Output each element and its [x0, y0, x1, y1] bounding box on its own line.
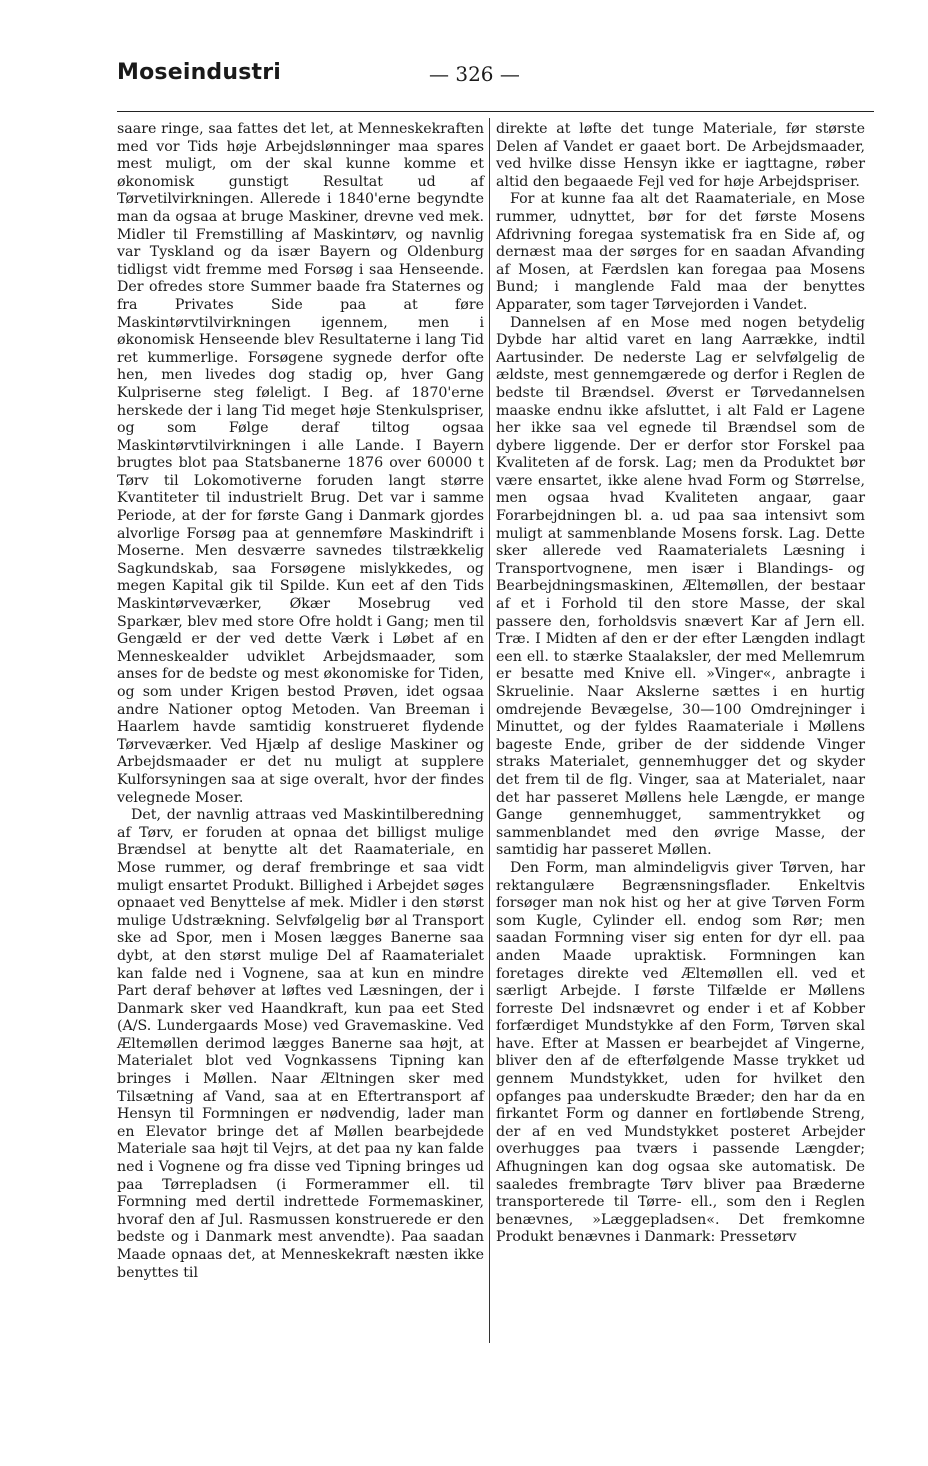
- paragraph: Dannelsen af en Mose med nogen betydelig Dybde har altid varet en lang Aarrække, indtil Aartusinder. De nederste Lag er selvfølgelig de ældste, mest gennemgærede og derfor i Reglen de bedste til Brændsel. Øverst er Tørvedannelsen maaske endnu ikke afsluttet, i alt Fald er Lagene her ikke saa vel egnede til Brændsel som de dybere liggende. Der er derfor stor Forskel paa Kvaliteten af de forsk. Lag; men da Produktet bør være ensartet, ikke alene hvad Form og Størrelse, men ogsaa hvad Kvaliteten angaar, gaar Forarbejdningen bl. a. ud paa saa intensivt som muligt at sammenblande Mosens forsk. Lag. Dette sker allerede ved Raamaterialets Læsning i Transportvognene, men især i Blandings- og Bearbejdningsmaskinen, Æltemøllen, der bestaar af et i Forhold til den store Masse, der skal passere den, forholdsvis snævert Kar af Jern ell. Træ. I Midten af den er der efter Længden indlagt een ell. to stærke Staalaksler, der med Mellemrum er besatte med Knive ell. »Vinger«, anbragte i Skruelinie. Naar Akslerne sættes i en hurtig omdrejende Bevægelse, 30—100 Omdrejninger i Minuttet, og der fyldes Raamateriale i Møllens bageste Ende, griber de der siddende Vinger straks Materialet, gennemhugger det og skyder det frem til de flg. Vinger, saa at Materialet, naar det har passeret Møllens hele Længde, er mange Gange gennemhugget, sammentrykket og sammenblandet med den øvrige Masse, der samtidig har passeret Møllen.: [496, 314, 865, 859]
- paragraph: direkte at løfte det tunge Materiale, før største Delen af Vandet er gaaet bort. De Arbejdsmaader, ved hvilke disse Hensyn ikke er iagttagne, røber altid den begaaede Fejl ved for høje Arbejdspriser.: [496, 121, 865, 190]
- page-header: [117, 60, 874, 100]
- paragraph: Den Form, man almindeligvis giver Tørven, har rektangulære Begrænsningsflader. Enkeltvis forsøger man nok hist og her at give Tørven Form som Kugle, Cylinder ell. endog som Rør; men saadan Formning viser sig enten for dyr ell. paa anden Maade upraktisk. Formningen kan foretages direkte ved Æltemøllen ell. ved et særligt Arbejde. I første Tilfælde er Møllens forreste Del indsnævret og ender i et af Kobber forfærdiget Mundstykke af den Form, Tørven skal have. Efter at Massen er bearbejdet af Vingerne, bliver den af de efterfølgende Masse trykket ud gennem Mundstykket, uden for hvilket den opfanges paa underskudte Bræder; den har da en firkantet Form og danner en fortløbende Streng, der af en ved Mundstykket posteret Arbejder overhugges paa tværs i passende Længder; Afhugningen kan dog ogsaa ske automatisk. De saaledes frembragte Tørv bliver paa Bræderne transporterede til Tørre- ell., som den i Reglen benævnes, »Læggepladsen«. Det fremkomne Produkt benævnes i Danmark: Pressetørv: [496, 859, 865, 1246]
- column-divider: [489, 118, 490, 1343]
- right-column: [496, 121, 865, 1247]
- running-title: Moseindustri: [117, 60, 282, 85]
- left-column: [117, 121, 484, 1282]
- page-number: — 326 —: [429, 62, 520, 86]
- paragraph: Det, der navnlig attraas ved Maskintilberedning af Tørv, er foruden at opnaa det billigst mulige Brændsel at benytte alt det Raamateriale, en Mose rummer, og deraf frembringe et saa vidt muligt ensartet Produkt. Billighed i Arbejdet søges opnaaet ved Benyttelse af mek. Midler i den størst mulige Udstrækning. Selvfølgelig bør al Transport ske ad Spor, men i Mosen lægges Banerne saa dybt, at den størst mulige Del af Raamaterialet kan falde ned i Vognene, saa at kun en mindre Part deraf behøver at løftes ved Læsningen, der i Danmark sker ved Haandkraft, kun paa eet Sted (A/S. Lundergaards Mose) ved Gravemaskine. Ved Æltemøllen derimod lægges Banerne saa højt, at Materialet blot ved Vognkassens Tipning kan bringes i Møllen. Naar Æltningen sker med Tilsætning af Vand, saa at en Eftertransport af Hensyn til Formningen er nødvendig, lader man en Elevator bringe det af Møllen bearbejdede Materiale saa højt til Vejrs, at det paa ny kan falde ned i Vognene og fra disse ved Tipning bringes ud paa Tørrepladsen (i Formerammer ell. til Formning med dertil indrettede Formemaskiner, hvoraf den af Jul. Rasmussen konstruerede er den bedste og i Danmark mest anvendte). Paa saadan Maade opnaas det, at Menneskekraft næsten ikke benyttes til: [117, 807, 484, 1281]
- header-rule: [117, 111, 874, 112]
- paragraph: saare ringe, saa fattes det let, at Menneskekraften med vor Tids høje Arbejdslønninger maa spares mest muligt, om der skal kunne komme et økonomisk gunstigt Resultat ud af Tørvetilvirkningen. Allerede i 1840'erne begyndte man da ogsaa at bruge Maskiner, drevne ved mek. Midler til Fremstilling af Maskintørv, og navnlig var Tyskland og da især Bayern og Oldenburg tidligst vidt fremme med Forsøg i saa Henseende. Der ofredes store Summer baade fra Staternes og fra Privates Side paa at føre Maskintørvtilvirkningen igennem, men i økonomisk Henseende blev Resultaterne i lang Tid ret kummerlige. Forsøgene sygnede derfor ofte hen, men livedes dog stadig op, hver Gang Kulpriserne steg føleligt. I Beg. af 1870'erne herskede der i lang Tid meget høje Stenkulspriser, og som Følge deraf tiltog ogsaa Maskintørvtilvirkningen i alle Lande. I Bayern brugtes blot paa Statsbanerne 1876 over 60000 t Tørv til Lokomotiverne foruden langt større Kvantiteter til industrielt Brug. Det var i samme Periode, at der for første Gang i Danmark gjordes alvorlige Forsøg paa at gennemføre Maskindrift i Moserne. Men desværre savnedes tilstrækkelig Sagkundskab, saa Forsøgene mislykkedes, og megen Kapital gik til Spilde. Kun eet af den Tids Maskintørveværker, Økær Mosebrug ved Sparkær, blev med store Ofre holdt i Gang; men til Gengæld er der ved dette Værk i Løbet af en Menneskealder udviklet Arbejdsmaader, som anses for de bedste og mest økonomiske for Tiden, og som under Krigen bestod Prøven, idet ogsaa andre Nationer optog Metoden. Van Breeman i Haarlem havde samtidig konstrueret flydende Tørveværker. Ved Hjælp af deslige Maskiner og Arbejdsmaader er det nu muligt at supplere Kulforsyningen saa at sige overalt, hvor der findes velegnede Moser.: [117, 121, 484, 806]
- paragraph: For at kunne faa alt det Raamateriale, en Mose rummer, udnyttet, bør for det første Mosens Afdrivning foregaa systematisk fra en Side af, og dernæst maa der sørges for en saadan Afvanding af Mosen, at Færdslen kan foregaa paa Mosens Bund; i manglende Fald maa der benyttes Apparater, som tager Tørvejorden i Vandet.: [496, 191, 865, 313]
